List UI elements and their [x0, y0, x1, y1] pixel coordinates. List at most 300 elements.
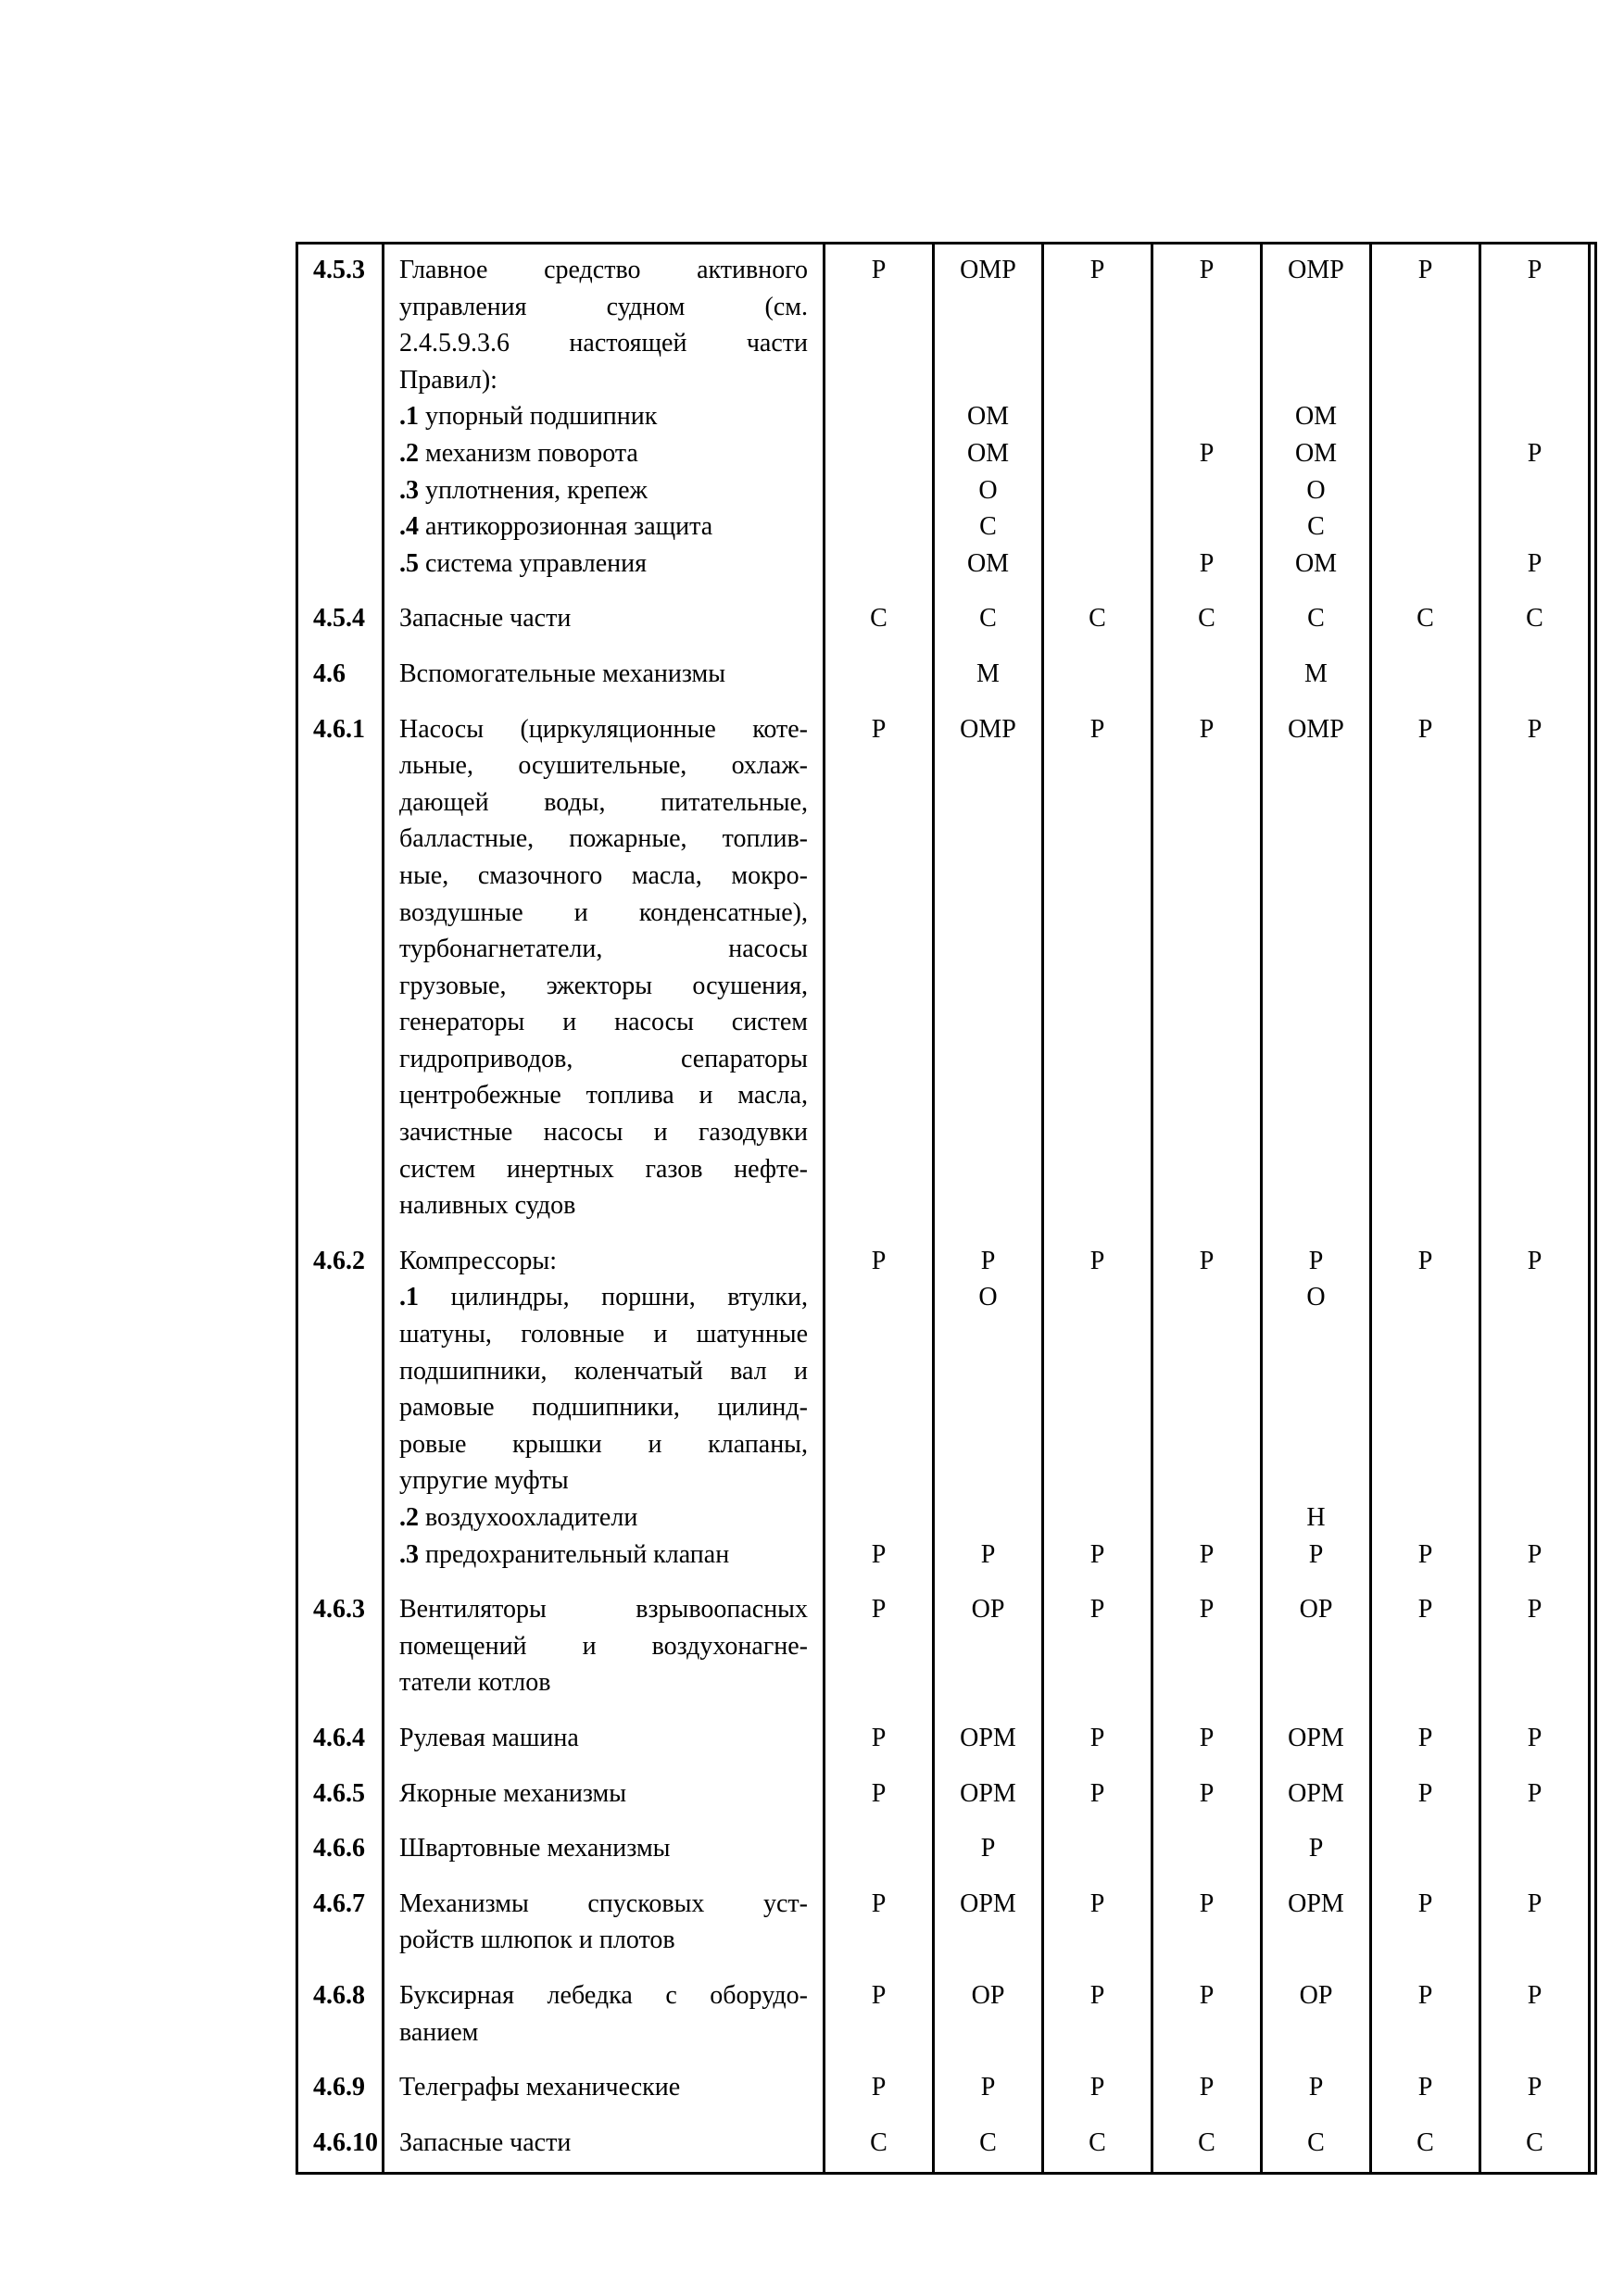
description-line [399, 747, 808, 784]
requirement-value [935, 1426, 1041, 1463]
item-code-cell [297, 1584, 384, 1713]
item-code: 4.6.1 [313, 714, 365, 744]
requirement-value [1372, 784, 1479, 822]
requirement-value [1044, 1922, 1151, 1959]
requirement-value [1153, 858, 1260, 895]
requirement-value: С [1089, 604, 1106, 634]
requirement-value: Р [980, 1246, 996, 1275]
requirement-value [1153, 1628, 1260, 1665]
requirement-value [1044, 1353, 1151, 1390]
requirement-value: Р [1527, 714, 1542, 744]
description-line [399, 472, 808, 509]
requirement-value: Р [1089, 714, 1105, 744]
requirement-cell [1152, 1584, 1262, 1713]
requirement-cell [825, 1878, 934, 1970]
requirement-cell [1152, 593, 1262, 648]
requirement-cell [1152, 704, 1262, 1236]
requirement-value: Р [1417, 1539, 1433, 1569]
requirement-value [1153, 289, 1260, 326]
requirement-cell [1043, 1584, 1152, 1713]
requirement-value [1481, 1426, 1588, 1463]
item-description-cell [384, 2062, 825, 2117]
requirement-value [1153, 931, 1260, 968]
requirement-value [1481, 1664, 1588, 1701]
item-description-cell [384, 648, 825, 704]
requirement-value [1044, 968, 1151, 1005]
requirement-value [1481, 362, 1588, 399]
item-code-cell [297, 1878, 384, 1970]
requirement-value: Р [1089, 1888, 1105, 1918]
description-text: ройств шлюпок и плотов [399, 1926, 675, 1955]
requirement-value [1372, 1426, 1479, 1463]
requirement-value: Р [1308, 1834, 1324, 1863]
requirement-cell [1152, 2117, 1262, 2174]
requirement-cell [1480, 1768, 1590, 1824]
requirement-value [935, 1004, 1041, 1041]
requirement-value: С [1198, 2127, 1215, 2157]
requirement-cell [1480, 2062, 1590, 2117]
requirement-value [935, 1922, 1041, 1959]
requirement-value [1263, 1353, 1369, 1390]
requirement-value: ОМ [966, 548, 1010, 578]
description-line [399, 508, 808, 546]
requirement-value: Р [1089, 1723, 1105, 1752]
cut-off-column [1590, 1236, 1596, 1584]
requirement-cell [1480, 1823, 1590, 1878]
requirement-cell [1152, 2062, 1262, 2117]
requirement-value [1372, 821, 1479, 858]
requirement-value [1481, 508, 1588, 546]
table-row [297, 2117, 1596, 2174]
requirement-value [1263, 2014, 1369, 2051]
requirement-value [825, 656, 932, 693]
description-text: воздушные и конденсатные), [399, 897, 808, 927]
requirement-value [1481, 1353, 1588, 1390]
requirement-value [935, 895, 1041, 932]
item-code: 4.5.4 [313, 604, 365, 634]
requirement-value [1263, 821, 1369, 858]
description-text: балластные, пожарные, топлив- [399, 824, 808, 854]
requirement-cell [1262, 704, 1371, 1236]
requirement-value [1044, 1004, 1151, 1041]
requirement-cell [1371, 2062, 1480, 2117]
item-description-cell [384, 2117, 825, 2174]
item-description-cell [384, 1878, 825, 1970]
requirement-value [1153, 1664, 1260, 1701]
requirement-value: С [1198, 604, 1215, 634]
requirement-value [935, 1114, 1041, 1151]
requirement-value [935, 858, 1041, 895]
item-description-cell [384, 1823, 825, 1878]
description-text: цилиндры, поршни, втулки, [450, 1283, 808, 1312]
requirement-value [1481, 1830, 1588, 1867]
requirement-value [935, 747, 1041, 784]
requirement-value: ОМ [1294, 402, 1338, 432]
requirement-value [1263, 747, 1369, 784]
requirement-value: Р [871, 1980, 887, 2010]
requirement-value: С [979, 604, 997, 634]
description-line [399, 362, 808, 399]
item-code-cell [297, 2117, 384, 2174]
description-text: рамовые подшипники, цилинд- [399, 1393, 808, 1423]
requirement-value [1044, 747, 1151, 784]
description-text: Главное средство активного [399, 256, 808, 284]
requirement-cell [1152, 1970, 1262, 2062]
requirement-value [1044, 325, 1151, 362]
requirement-value [1153, 1316, 1260, 1353]
requirement-cell [1043, 1768, 1152, 1824]
requirement-cell [825, 1713, 934, 1768]
requirement-cell [1152, 1713, 1262, 1768]
description-line [399, 1591, 808, 1628]
description-line [399, 1316, 808, 1353]
requirement-value [1263, 784, 1369, 822]
description-line [399, 968, 808, 1005]
requirement-value [1263, 1426, 1369, 1463]
requirement-value: С [1416, 604, 1434, 634]
requirement-value: Р [1199, 1246, 1215, 1275]
description-text: Запасные части [399, 604, 572, 634]
requirement-value [1481, 1077, 1588, 1114]
requirement-cell [1043, 593, 1152, 648]
requirement-cell [1262, 2117, 1371, 2174]
requirement-cell [1262, 1236, 1371, 1584]
requirement-value [1481, 858, 1588, 895]
item-description-cell [384, 704, 825, 1236]
requirement-cell [1043, 1970, 1152, 2062]
requirement-value [1153, 1004, 1260, 1041]
description-line [399, 1041, 808, 1078]
requirement-value: С [979, 2127, 997, 2157]
requirement-value [1263, 858, 1369, 895]
requirement-value: Р [1308, 1539, 1324, 1569]
cut-off-column [1590, 1584, 1596, 1713]
description-line [399, 1775, 808, 1813]
requirement-value: Р [1199, 714, 1215, 744]
requirement-value [1153, 1462, 1260, 1499]
requirement-value [1044, 1114, 1151, 1151]
description-line [399, 1886, 808, 1923]
requirement-cell [934, 1713, 1043, 1768]
requirement-value [935, 1187, 1041, 1224]
requirement-value: Р [871, 1888, 887, 1918]
subitem-number: .4 [399, 512, 419, 542]
requirement-value [825, 858, 932, 895]
requirement-value [1263, 1462, 1369, 1499]
requirement-cell [1152, 244, 1262, 594]
requirement-value [1481, 289, 1588, 326]
cut-off-column [1590, 244, 1596, 594]
requirement-value [1372, 656, 1479, 693]
requirement-value: ОР [1299, 1980, 1333, 2010]
table-row [297, 244, 1596, 594]
item-description-cell [384, 1713, 825, 1768]
requirement-value: Р [1527, 1595, 1542, 1625]
requirement-value [1372, 747, 1479, 784]
requirement-cell [1480, 593, 1590, 648]
requirement-value: Р [1199, 1888, 1215, 1918]
description-line [399, 289, 808, 326]
requirement-cell [1480, 2117, 1590, 2174]
requirement-value [1153, 784, 1260, 822]
requirement-value: Р [1527, 1246, 1542, 1275]
requirement-value [1044, 2014, 1151, 2051]
requirement-value: Р [871, 714, 887, 744]
requirement-value: ОР [1299, 1595, 1333, 1625]
requirement-value [825, 1077, 932, 1114]
requirement-cell [1262, 1768, 1371, 1824]
requirement-value: С [1089, 2127, 1106, 2157]
requirement-value [1481, 1628, 1588, 1665]
requirement-value: Р [1417, 1778, 1433, 1808]
item-code: 4.6 [313, 659, 346, 688]
requirement-cell [1371, 1584, 1480, 1713]
description-line [399, 1243, 808, 1280]
table-row [297, 1823, 1596, 1878]
requirement-value [1263, 1004, 1369, 1041]
requirement-value [1481, 747, 1588, 784]
requirement-value [1263, 895, 1369, 932]
description-line [399, 1922, 808, 1959]
description-text: Насосы (циркуляционные коте- [399, 714, 808, 744]
description-line [399, 2069, 808, 2106]
requirement-value [1044, 1316, 1151, 1353]
requirement-value [1372, 398, 1479, 435]
requirement-value [1044, 1077, 1151, 1114]
requirement-value [825, 1004, 932, 1041]
requirement-value [1044, 858, 1151, 895]
requirement-value: ОМР [960, 714, 1016, 744]
requirement-cell [934, 2117, 1043, 2174]
description-text: ровые крышки и клапаны, [399, 1429, 808, 1459]
requirement-value [825, 1830, 932, 1867]
table-row [297, 2062, 1596, 2117]
requirement-value: Р [1089, 1778, 1105, 1808]
requirement-value [825, 895, 932, 932]
description-line [399, 1353, 808, 1390]
requirement-cell [825, 1823, 934, 1878]
requirement-value: С [1526, 2127, 1543, 2157]
requirement-value [825, 1426, 932, 1463]
requirement-value: Р [1089, 256, 1105, 284]
table-row [297, 1768, 1596, 1824]
requirement-value: Р [1527, 1539, 1542, 1569]
requirement-value [1263, 1922, 1369, 1959]
description-line [399, 858, 808, 895]
requirement-value [1481, 1151, 1588, 1188]
description-line [399, 2125, 808, 2162]
requirement-cell [934, 704, 1043, 1236]
requirement-cell [1480, 1584, 1590, 1713]
requirement-value [1153, 1830, 1260, 1867]
requirement-cell [1043, 2062, 1152, 2117]
requirement-value: ОМ [1294, 438, 1338, 468]
requirement-value: Р [871, 1539, 887, 1569]
requirement-value [1263, 1114, 1369, 1151]
cut-off-column [1590, 1823, 1596, 1878]
requirement-value [825, 1151, 932, 1188]
requirement-value [1372, 931, 1479, 968]
description-text: Вентиляторы взрывоопасных [399, 1595, 808, 1625]
requirement-value [1263, 1628, 1369, 1665]
description-text: Телеграфы механические [399, 2073, 681, 2102]
requirement-cell [825, 593, 934, 648]
requirement-value: Р [980, 2073, 996, 2102]
requirement-value [1044, 1830, 1151, 1867]
description-text: систем инертных газов нефте- [399, 1154, 808, 1184]
requirement-value [1153, 362, 1260, 399]
requirement-cell [1371, 1768, 1480, 1824]
requirement-value [1044, 1462, 1151, 1499]
description-text: турбонагнетатели, насосы [399, 935, 808, 964]
requirement-value: Р [1417, 1246, 1433, 1275]
item-code-cell [297, 704, 384, 1236]
description-line [399, 1151, 808, 1188]
cut-off-column [1590, 593, 1596, 648]
requirement-value: Р [1199, 548, 1215, 578]
cut-off-column [1590, 1878, 1596, 1970]
description-text: 2.4.5.9.3.6 настоящей части [399, 329, 808, 358]
requirement-value: Р [1417, 1888, 1433, 1918]
requirement-value: С [870, 2127, 888, 2157]
description-line [399, 600, 808, 637]
requirement-cell [825, 244, 934, 594]
requirement-value [1481, 325, 1588, 362]
requirement-value: О [978, 475, 998, 505]
requirement-value: ОР [971, 1980, 1005, 2010]
requirement-cell [1480, 648, 1590, 704]
requirement-value [1372, 2014, 1479, 2051]
requirement-value [1153, 1922, 1260, 1959]
requirement-cell [825, 1768, 934, 1824]
requirement-value [1153, 1426, 1260, 1463]
requirement-value [1153, 2014, 1260, 2051]
requirement-cell [1262, 2062, 1371, 2117]
requirement-value [1044, 398, 1151, 435]
requirement-value [1481, 1004, 1588, 1041]
description-text: Швартовные механизмы [399, 1834, 671, 1863]
description-text: центробежные топлива и масла, [399, 1081, 808, 1110]
requirement-value [1044, 821, 1151, 858]
requirement-value: Р [1199, 2073, 1215, 2102]
requirement-cell [825, 2062, 934, 2117]
requirement-value [1153, 656, 1260, 693]
description-text: предохранительный клапан [425, 1539, 730, 1569]
requirement-value [1153, 1041, 1260, 1078]
requirement-value: Р [1089, 1980, 1105, 2010]
requirement-value [935, 931, 1041, 968]
requirement-value [1372, 435, 1479, 472]
table-row [297, 704, 1596, 1236]
description-line [399, 1004, 808, 1041]
description-text: помещений и воздухонагне- [399, 1631, 808, 1661]
requirement-value [825, 784, 932, 822]
description-line [399, 1720, 808, 1757]
requirement-value [935, 1499, 1041, 1537]
requirement-cell [1043, 1713, 1152, 1768]
item-code: 4.5.3 [313, 256, 365, 284]
requirement-cell [934, 2062, 1043, 2117]
requirement-value [1372, 1151, 1479, 1188]
requirement-value: Р [1417, 1723, 1433, 1752]
requirement-value: ОРМ [960, 1778, 1016, 1808]
requirement-value [935, 1151, 1041, 1188]
item-code: 4.6.10 [313, 2127, 378, 2157]
requirement-cell [1043, 648, 1152, 704]
description-line [399, 1279, 808, 1316]
description-text: татели котлов [399, 1668, 551, 1698]
requirement-value [1372, 1279, 1479, 1316]
description-line [399, 711, 808, 748]
requirement-value [1263, 362, 1369, 399]
requirement-value: Р [871, 1595, 887, 1625]
description-line [399, 1426, 808, 1463]
requirement-value: Р [1199, 256, 1215, 284]
item-code: 4.6.5 [313, 1778, 365, 1808]
requirement-value [1372, 1187, 1479, 1224]
requirement-value [1263, 325, 1369, 362]
cut-off-column [1590, 648, 1596, 704]
requirement-value [1481, 1389, 1588, 1426]
requirement-value: Р [1199, 438, 1215, 468]
description-line [399, 1830, 808, 1867]
requirement-value [1372, 895, 1479, 932]
item-description-cell [384, 1236, 825, 1584]
requirement-cell [825, 1970, 934, 2062]
subitem-number: .2 [399, 438, 419, 468]
requirement-value: Р [1527, 1778, 1542, 1808]
requirement-value: Р [1308, 1246, 1324, 1275]
requirement-value [935, 1077, 1041, 1114]
requirement-value [1263, 1151, 1369, 1188]
requirement-value: Р [871, 256, 887, 284]
requirement-value [1153, 1353, 1260, 1390]
requirement-value [825, 1114, 932, 1151]
requirement-cell [934, 1970, 1043, 2062]
requirement-cell [1371, 1236, 1480, 1584]
requirement-cell [1262, 1823, 1371, 1878]
item-code-cell [297, 1970, 384, 2062]
item-description-cell [384, 1584, 825, 1713]
requirement-cell [1371, 1970, 1480, 2062]
description-line [399, 1187, 808, 1224]
description-text: Рулевая машина [399, 1723, 579, 1752]
requirement-value [1153, 1499, 1260, 1537]
requirement-value [825, 968, 932, 1005]
requirement-value [1372, 968, 1479, 1005]
requirement-value [825, 1664, 932, 1701]
requirement-value: С [1416, 2127, 1434, 2157]
requirement-value [1044, 508, 1151, 546]
requirement-value [1372, 1664, 1479, 1701]
requirement-value [1372, 1922, 1479, 1959]
requirement-value [1044, 784, 1151, 822]
requirement-cell [1152, 1823, 1262, 1878]
requirement-value: ОМР [1288, 256, 1344, 284]
requirement-value: С [870, 604, 888, 634]
table-row [297, 1878, 1596, 1970]
requirement-value [1263, 1389, 1369, 1426]
requirement-cell [934, 1878, 1043, 1970]
requirement-value [1044, 546, 1151, 583]
item-code-cell [297, 244, 384, 594]
requirement-value [1372, 1462, 1479, 1499]
requirement-value [1372, 1628, 1479, 1665]
description-text: упругие муфты [399, 1466, 569, 1496]
requirement-value [825, 362, 932, 399]
requirement-cell [1043, 2117, 1152, 2174]
requirement-value [935, 968, 1041, 1005]
